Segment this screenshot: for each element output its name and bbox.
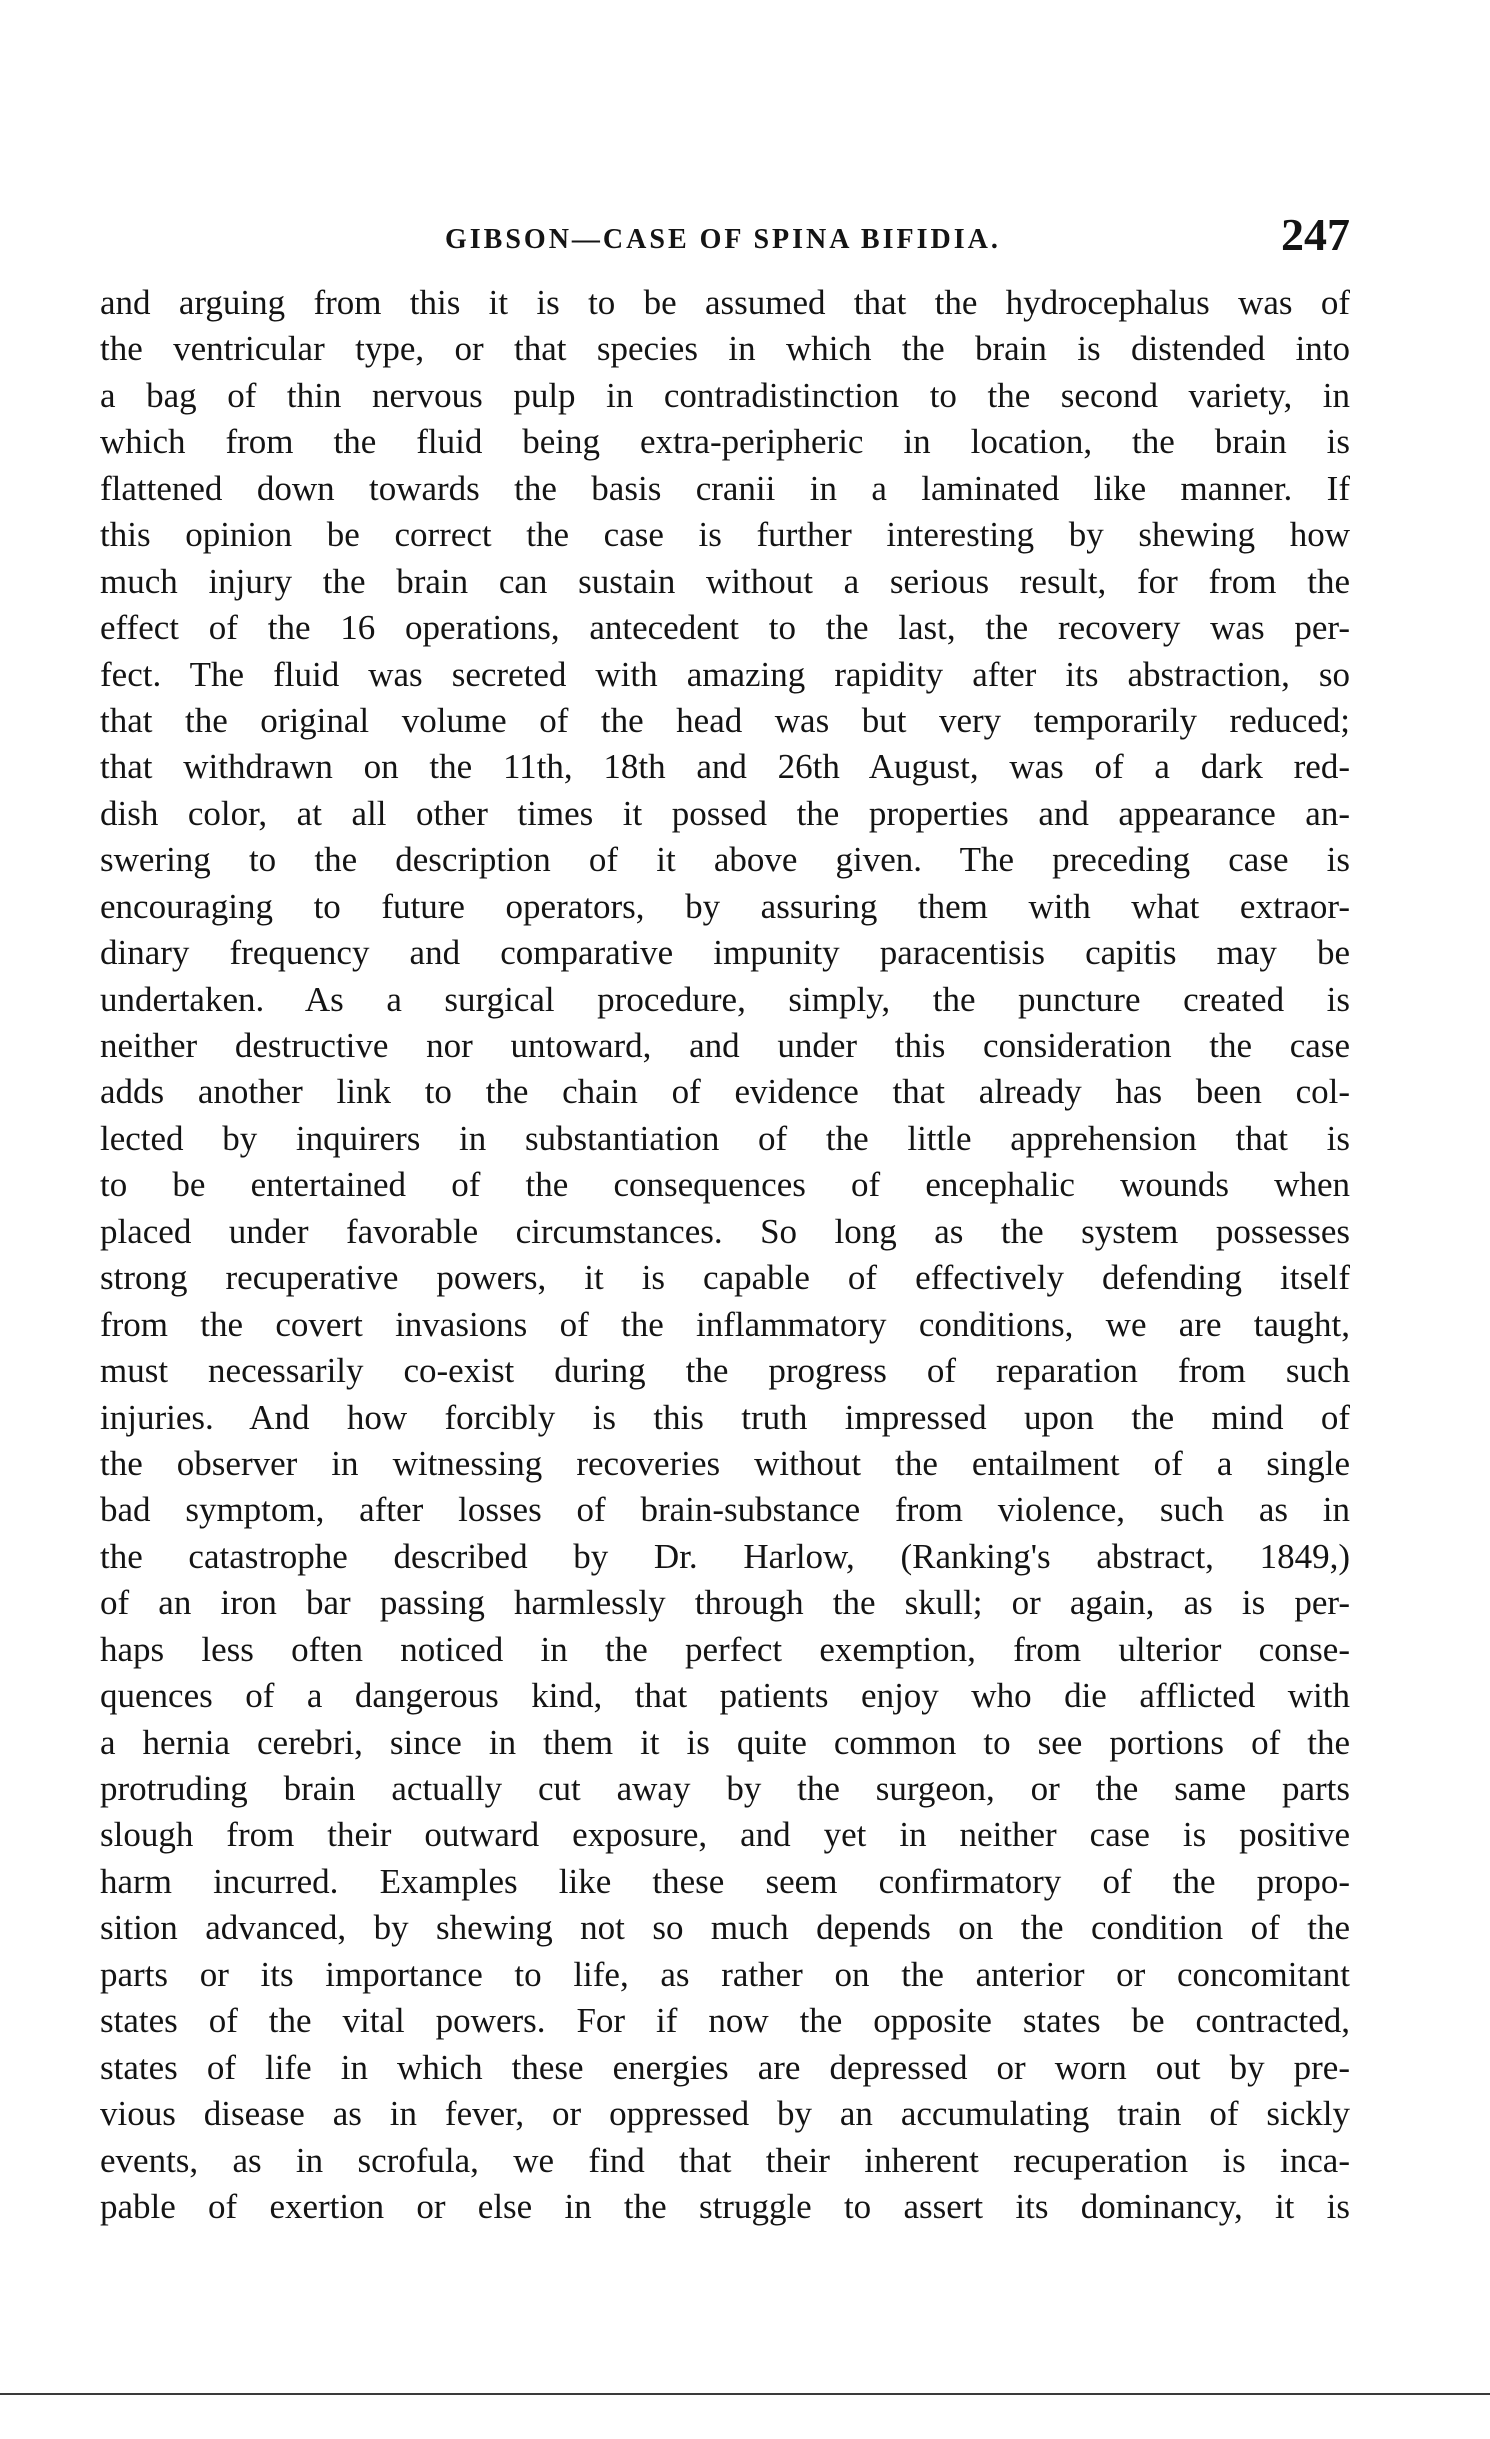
text-line: pable of exertion or else in the struggle to assert its dominancy, it is [100,2186,1350,2226]
text-line: the observer in witnessing recoveries without the entailment of a single [100,1443,1350,1483]
text-line: fect. The fluid was secreted with amazing rapidity after its abstraction, so [100,654,1350,694]
text-line: swering to the description of it above given. The preceding case is [100,840,1350,880]
text-line: from the covert invasions of the inflammatory conditions, we are taught, [100,1304,1350,1344]
text-line: injuries. And how forcibly is this truth impressed upon the mind of [100,1397,1350,1437]
text-line: neither destructive nor untoward, and under this consideration the case [100,1026,1350,1065]
text-line: this opinion be correct the case is further interesting by shewing how [100,515,1350,555]
page-number: 247 [1281,209,1350,260]
text-line: sition advanced, by shewing not so much depends on the condition of the [100,1908,1350,1948]
text-line: a bag of thin nervous pulp in contradistinction to the second variety, in [100,375,1350,415]
text-line: much injury the brain can sustain without a serious result, for from the [100,561,1350,601]
text-line: bad symptom, after losses of brain-substance from violence, such as in [100,1490,1350,1530]
running-title: GIBSON—CASE OF SPINA BIFIDIA. [445,224,1001,255]
text-line: that withdrawn on the 11th, 18th and 26th August, was of a dark red- [100,747,1350,787]
running-head [100,208,1350,278]
text-line: parts or its importance to life, as rather on the anterior or concomitant [100,1954,1350,1994]
text-line: haps less often noticed in the perfect exemption, from ulterior conse- [100,1629,1350,1669]
text-line: a hernia cerebri, since in them it is quite common to see portions of the [100,1722,1350,1762]
text-line: effect of the 16 operations, antecedent to the last, the recovery was per- [100,608,1350,648]
text-line: placed under favorable circumstances. So long as the system possesses [100,1211,1350,1251]
text-line: quences of a dangerous kind, that patients enjoy who die afflicted with [100,1676,1350,1716]
text-line: which from the fluid being extra-peripheric in location, the brain is [100,422,1350,462]
text-line: encouraging to future operators, by assuring them with what extraor- [100,886,1350,926]
text-line: flattened down towards the basis cranii in a laminated like manner. If [100,468,1350,508]
footer-rule [0,2393,1490,2395]
text-line: events, as in scrofula, we find that their inherent recuperation is inca- [100,2140,1350,2180]
body-text [100,280,1350,2230]
text-line: harm incurred. Examples like these seem confirmatory of the propo- [100,1861,1350,1901]
text-line: and arguing from this it is to be assumed that the hydrocephalus was of [100,283,1350,322]
text-line: states of the vital powers. For if now the opposite states be contracted, [100,2001,1350,2041]
text-line: states of life in which these energies are depressed or worn out by pre- [100,2047,1350,2087]
text-line: that the original volume of the head was but very temporarily reduced; [100,700,1350,740]
text-line: strong recuperative powers, it is capable of effectively defending itself [100,1258,1350,1298]
text-line: of an iron bar passing harmlessly through the skull; or again, as is per- [100,1583,1350,1623]
text-line: lected by inquirers in substantiation of the little apprehension that is [100,1118,1350,1158]
text-line: the ventricular type, or that species in which the brain is distended into [100,329,1350,369]
text-line: dinary frequency and comparative impunity paracentisis capitis may be [100,933,1350,973]
text-line: undertaken. As a surgical procedure, simply, the puncture created is [100,979,1350,1019]
text-line: to be entertained of the consequences of encephalic wounds when [100,1165,1350,1205]
text-line: the catastrophe described by Dr. Harlow, (Ranking's abstract, 1849,) [100,1536,1350,1576]
text-line: protruding brain actually cut away by the surgeon, or the same parts [100,1769,1350,1808]
text-line: slough from their outward exposure, and yet in neither case is positive [100,1815,1350,1855]
text-line: must necessarily co-exist during the progress of reparation from such [100,1351,1350,1391]
text-line: adds another link to the chain of evidence that already has been col- [100,1072,1350,1112]
text-line: vious disease as in fever, or oppressed by an accumulating train of sickly [100,2094,1350,2134]
text-line: dish color, at all other times it possed the properties and appearance an- [100,793,1350,833]
